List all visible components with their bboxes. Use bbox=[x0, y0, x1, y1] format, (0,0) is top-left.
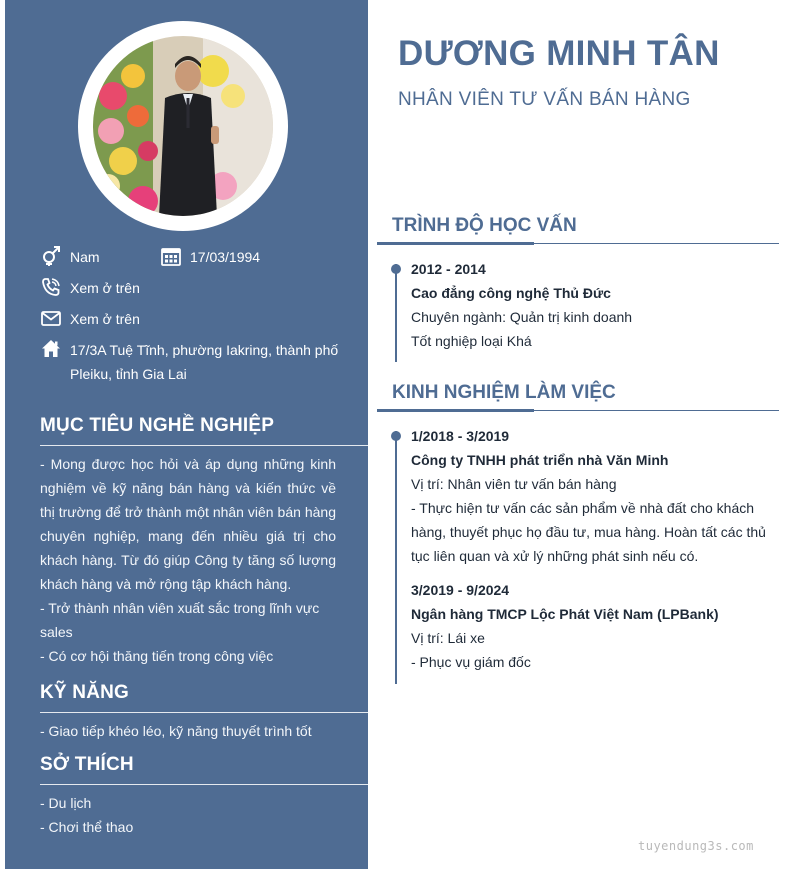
experience-company: Công ty TNHH phát triển nhà Văn Minh bbox=[411, 452, 669, 468]
experience-position: Vị trí: Nhân viên tư vấn bán hàng bbox=[411, 476, 617, 492]
experience-timeline bbox=[395, 431, 397, 684]
experience-accent-bar bbox=[377, 409, 534, 412]
address-line-1: 17/3A Tuệ Tĩnh, phường Iakring, thành phố bbox=[70, 342, 339, 358]
experience-duties: - Thực hiện tư vấn các sản phẩm về nhà đất cho khách hàng, thuyết phục họ đầu tư, mua hàng. Hoàn tất các thủ tục liên quan và xử lý những phát sinh nếu có. bbox=[411, 500, 766, 564]
objective-line: - Mong được học hỏi và áp dụng những kinh nghiệm về kỹ năng bán hàng và kiến thức về thị trường để trở thành một nhân viên bán hàng chuyên nghiệp, mang đến nhiều giá trị cho khách hàng. Từ đó giúp Công ty tăng số lượng khách hàng và mở rộng tập khách hàng. bbox=[40, 456, 336, 592]
phone-row bbox=[40, 276, 140, 300]
address-value bbox=[70, 338, 338, 386]
hobbies-text bbox=[40, 791, 336, 839]
gender-icon bbox=[40, 245, 62, 267]
education-result: Tốt nghiệp loại Khá bbox=[411, 333, 532, 349]
experience-entry bbox=[411, 578, 771, 674]
experience-duties: - Phục vụ giám đốc bbox=[411, 654, 531, 670]
objective-line: - Có cơ hội thăng tiến trong công việc bbox=[40, 648, 274, 664]
hobby-line: - Chơi thể thao bbox=[40, 819, 134, 835]
skills-divider bbox=[40, 712, 368, 713]
experience-heading: KINH NGHIỆM LÀM VIỆC bbox=[392, 382, 616, 403]
email-value: Xem ở trên bbox=[70, 311, 140, 327]
address-line-2: Pleiku, tỉnh Gia Lai bbox=[70, 366, 187, 382]
avatar bbox=[93, 36, 273, 216]
birthday-row bbox=[160, 245, 260, 269]
skills-line: - Giao tiếp khéo léo, kỹ năng thuyết trình tốt bbox=[40, 723, 312, 739]
objective-text bbox=[40, 452, 336, 668]
email-row bbox=[40, 307, 140, 331]
experience-period: 1/2018 - 3/2019 bbox=[411, 428, 510, 444]
education-heading: TRÌNH ĐỘ HỌC VẤN bbox=[392, 215, 577, 236]
birthday-value: 17/03/1994 bbox=[190, 249, 261, 265]
timeline-dot bbox=[391, 264, 401, 274]
education-major: Chuyên ngành: Quản trị kinh doanh bbox=[411, 309, 633, 325]
skills-heading: KỸ NĂNG bbox=[40, 682, 130, 703]
phone-icon bbox=[40, 276, 62, 298]
experience-company: Ngân hàng TMCP Lộc Phát Việt Nam (LPBank) bbox=[411, 606, 719, 622]
mail-icon bbox=[40, 307, 62, 329]
gender-value: Nam bbox=[70, 249, 100, 265]
education-accent-bar bbox=[377, 242, 534, 245]
education-period: 2012 - 2014 bbox=[411, 261, 486, 277]
education-entry bbox=[411, 257, 771, 353]
education-school: Cao đẳng công nghệ Thủ Đức bbox=[411, 285, 611, 301]
hobbies-divider bbox=[40, 784, 368, 785]
experience-entry bbox=[411, 424, 771, 568]
phone-value: Xem ở trên bbox=[70, 280, 140, 296]
skills-text bbox=[40, 719, 336, 743]
objective-heading: MỤC TIÊU NGHỀ NGHIỆP bbox=[40, 415, 275, 436]
hobby-line: - Du lịch bbox=[40, 795, 92, 811]
experience-period: 3/2019 - 9/2024 bbox=[411, 582, 510, 598]
home-icon bbox=[40, 338, 62, 360]
experience-position: Vị trí: Lái xe bbox=[411, 630, 485, 646]
sidebar bbox=[5, 0, 368, 869]
address-row bbox=[40, 338, 338, 386]
profile-photo bbox=[93, 36, 273, 216]
candidate-name: DƯƠNG MINH TÂN bbox=[398, 34, 720, 73]
timeline-dot bbox=[391, 431, 401, 441]
calendar-icon bbox=[160, 245, 182, 267]
objective-divider bbox=[40, 445, 368, 446]
gender-row bbox=[40, 245, 100, 269]
hobbies-heading: SỞ THÍCH bbox=[40, 754, 134, 775]
candidate-job-title: NHÂN VIÊN TƯ VẤN BÁN HÀNG bbox=[398, 89, 691, 110]
education-timeline bbox=[395, 264, 397, 362]
watermark: tuyendung3s.com bbox=[638, 839, 754, 853]
avatar-frame bbox=[78, 21, 288, 231]
objective-line: - Trở thành nhân viên xuất sắc trong lĩnh vực sales bbox=[40, 600, 320, 640]
